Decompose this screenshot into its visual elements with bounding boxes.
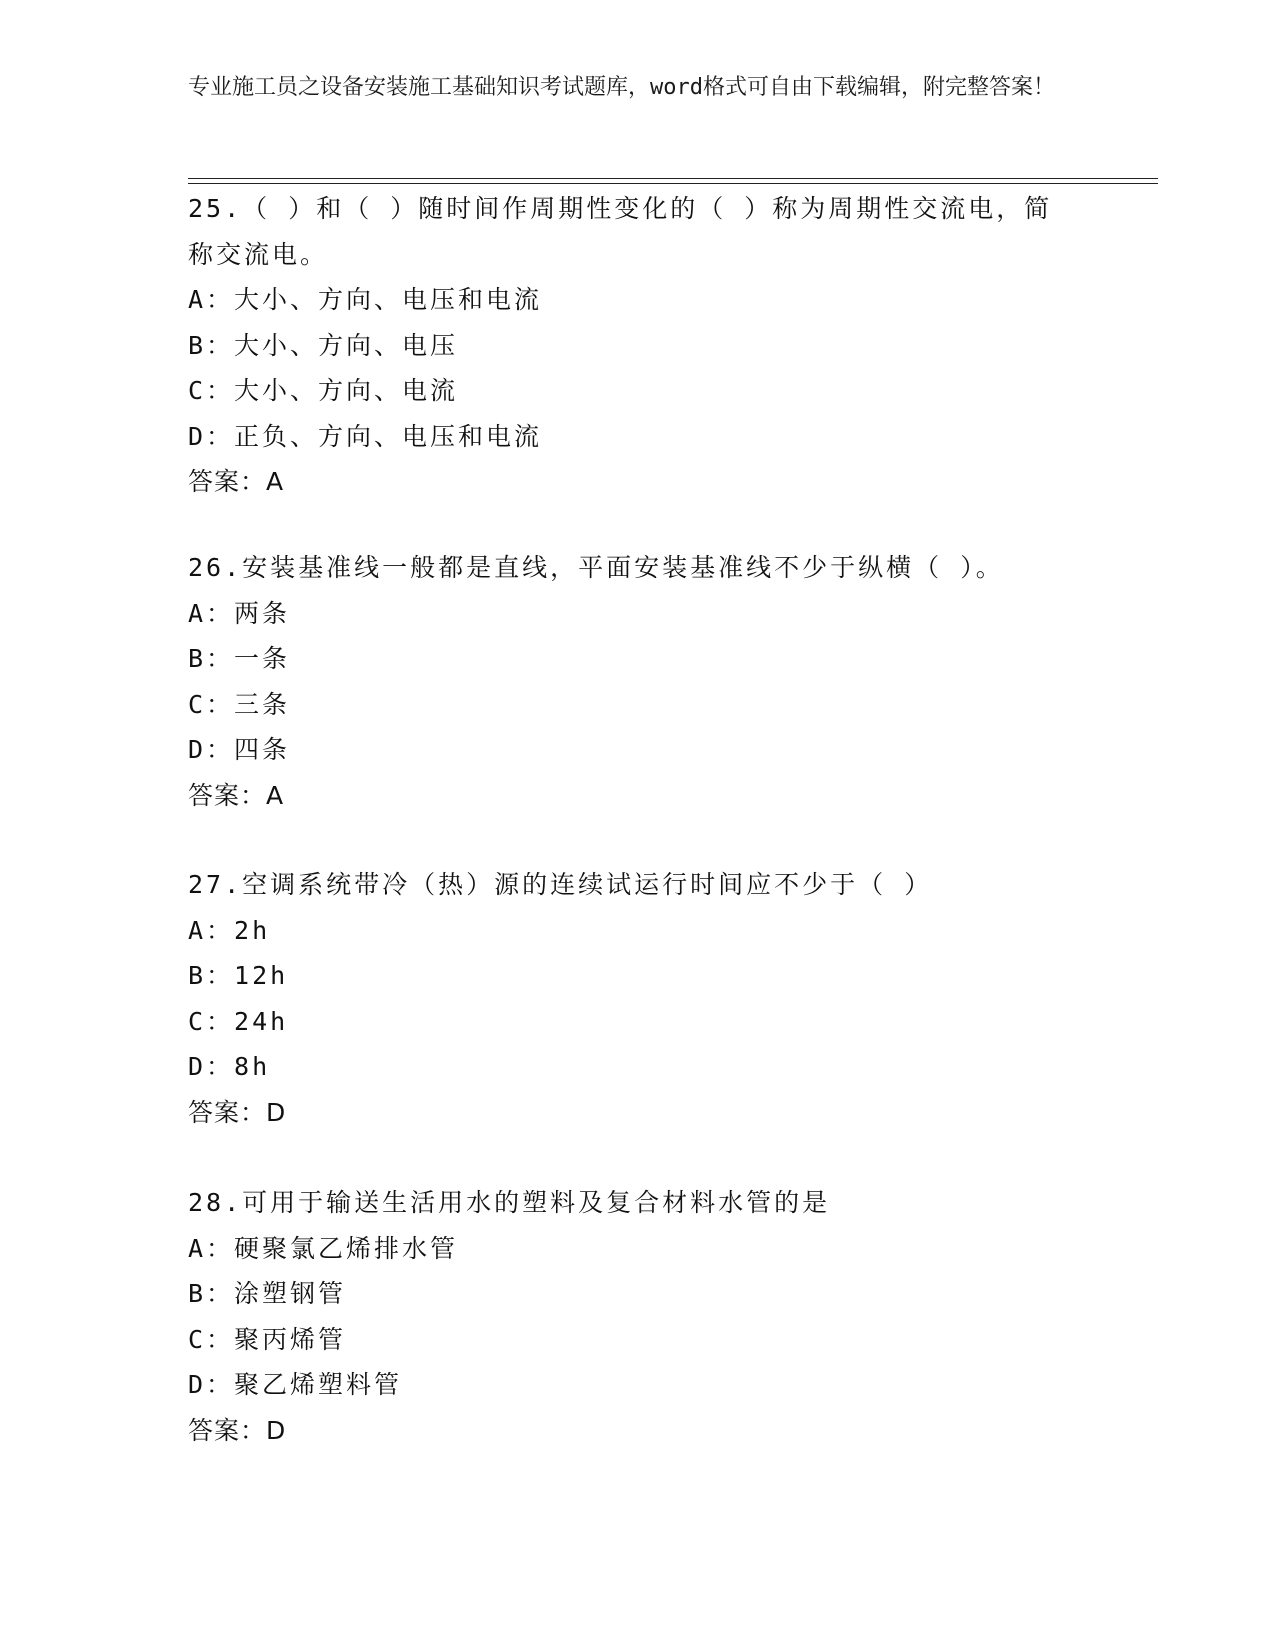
answer: 答案：D	[188, 1097, 287, 1127]
question-26	[188, 545, 1088, 818]
answer: 答案：A	[188, 467, 285, 496]
option-c: C：大小、方向、电流	[188, 376, 459, 405]
option-d: D：正负、方向、电压和电流	[188, 421, 543, 451]
question-27	[188, 862, 1088, 1135]
option-a: A：两条	[188, 598, 291, 628]
option-b: B：一条	[188, 644, 291, 673]
question-stem-continued: 称交流电。	[188, 239, 329, 269]
answer: 答案：A	[188, 780, 285, 810]
option-a: A：2h	[188, 915, 271, 945]
option-b: B：12h	[188, 961, 289, 990]
option-c: C：24h	[188, 1006, 289, 1036]
question-stem: 28.可用于输送生活用水的塑料及复合材料水管的是	[188, 1188, 831, 1217]
option-c: C：聚丙烯管	[188, 1324, 347, 1354]
option-a: A：大小、方向、电压和电流	[188, 285, 543, 314]
answer: 答案：D	[188, 1415, 287, 1445]
question-28	[188, 1180, 1088, 1453]
option-b: B：大小、方向、电压	[188, 330, 459, 360]
option-b: B：涂塑钢管	[188, 1279, 347, 1308]
question-25	[188, 186, 1088, 505]
question-stem: 26.安装基准线一般都是直线，平面安装基准线不少于纵横（ ）。	[188, 553, 1004, 582]
option-d: D：四条	[188, 735, 291, 764]
question-stem: 25.（ ）和（ ）随时间作周期性变化的（ ）称为周期性交流电，简	[188, 194, 1053, 223]
option-a: A：硬聚氯乙烯排水管	[188, 1233, 459, 1263]
header-divider-top	[188, 178, 1158, 179]
option-c: C：三条	[188, 689, 291, 719]
header-divider-bottom	[188, 183, 1158, 184]
document-header: 专业施工员之设备安装施工基础知识考试题库，word格式可自由下载编辑，附完整答案！	[188, 75, 1055, 100]
question-stem: 27.空调系统带冷（热）源的连续试运行时间应不少于（ ）	[188, 870, 933, 899]
option-d: D：聚乙烯塑料管	[188, 1370, 403, 1399]
option-d: D：8h	[188, 1052, 271, 1081]
